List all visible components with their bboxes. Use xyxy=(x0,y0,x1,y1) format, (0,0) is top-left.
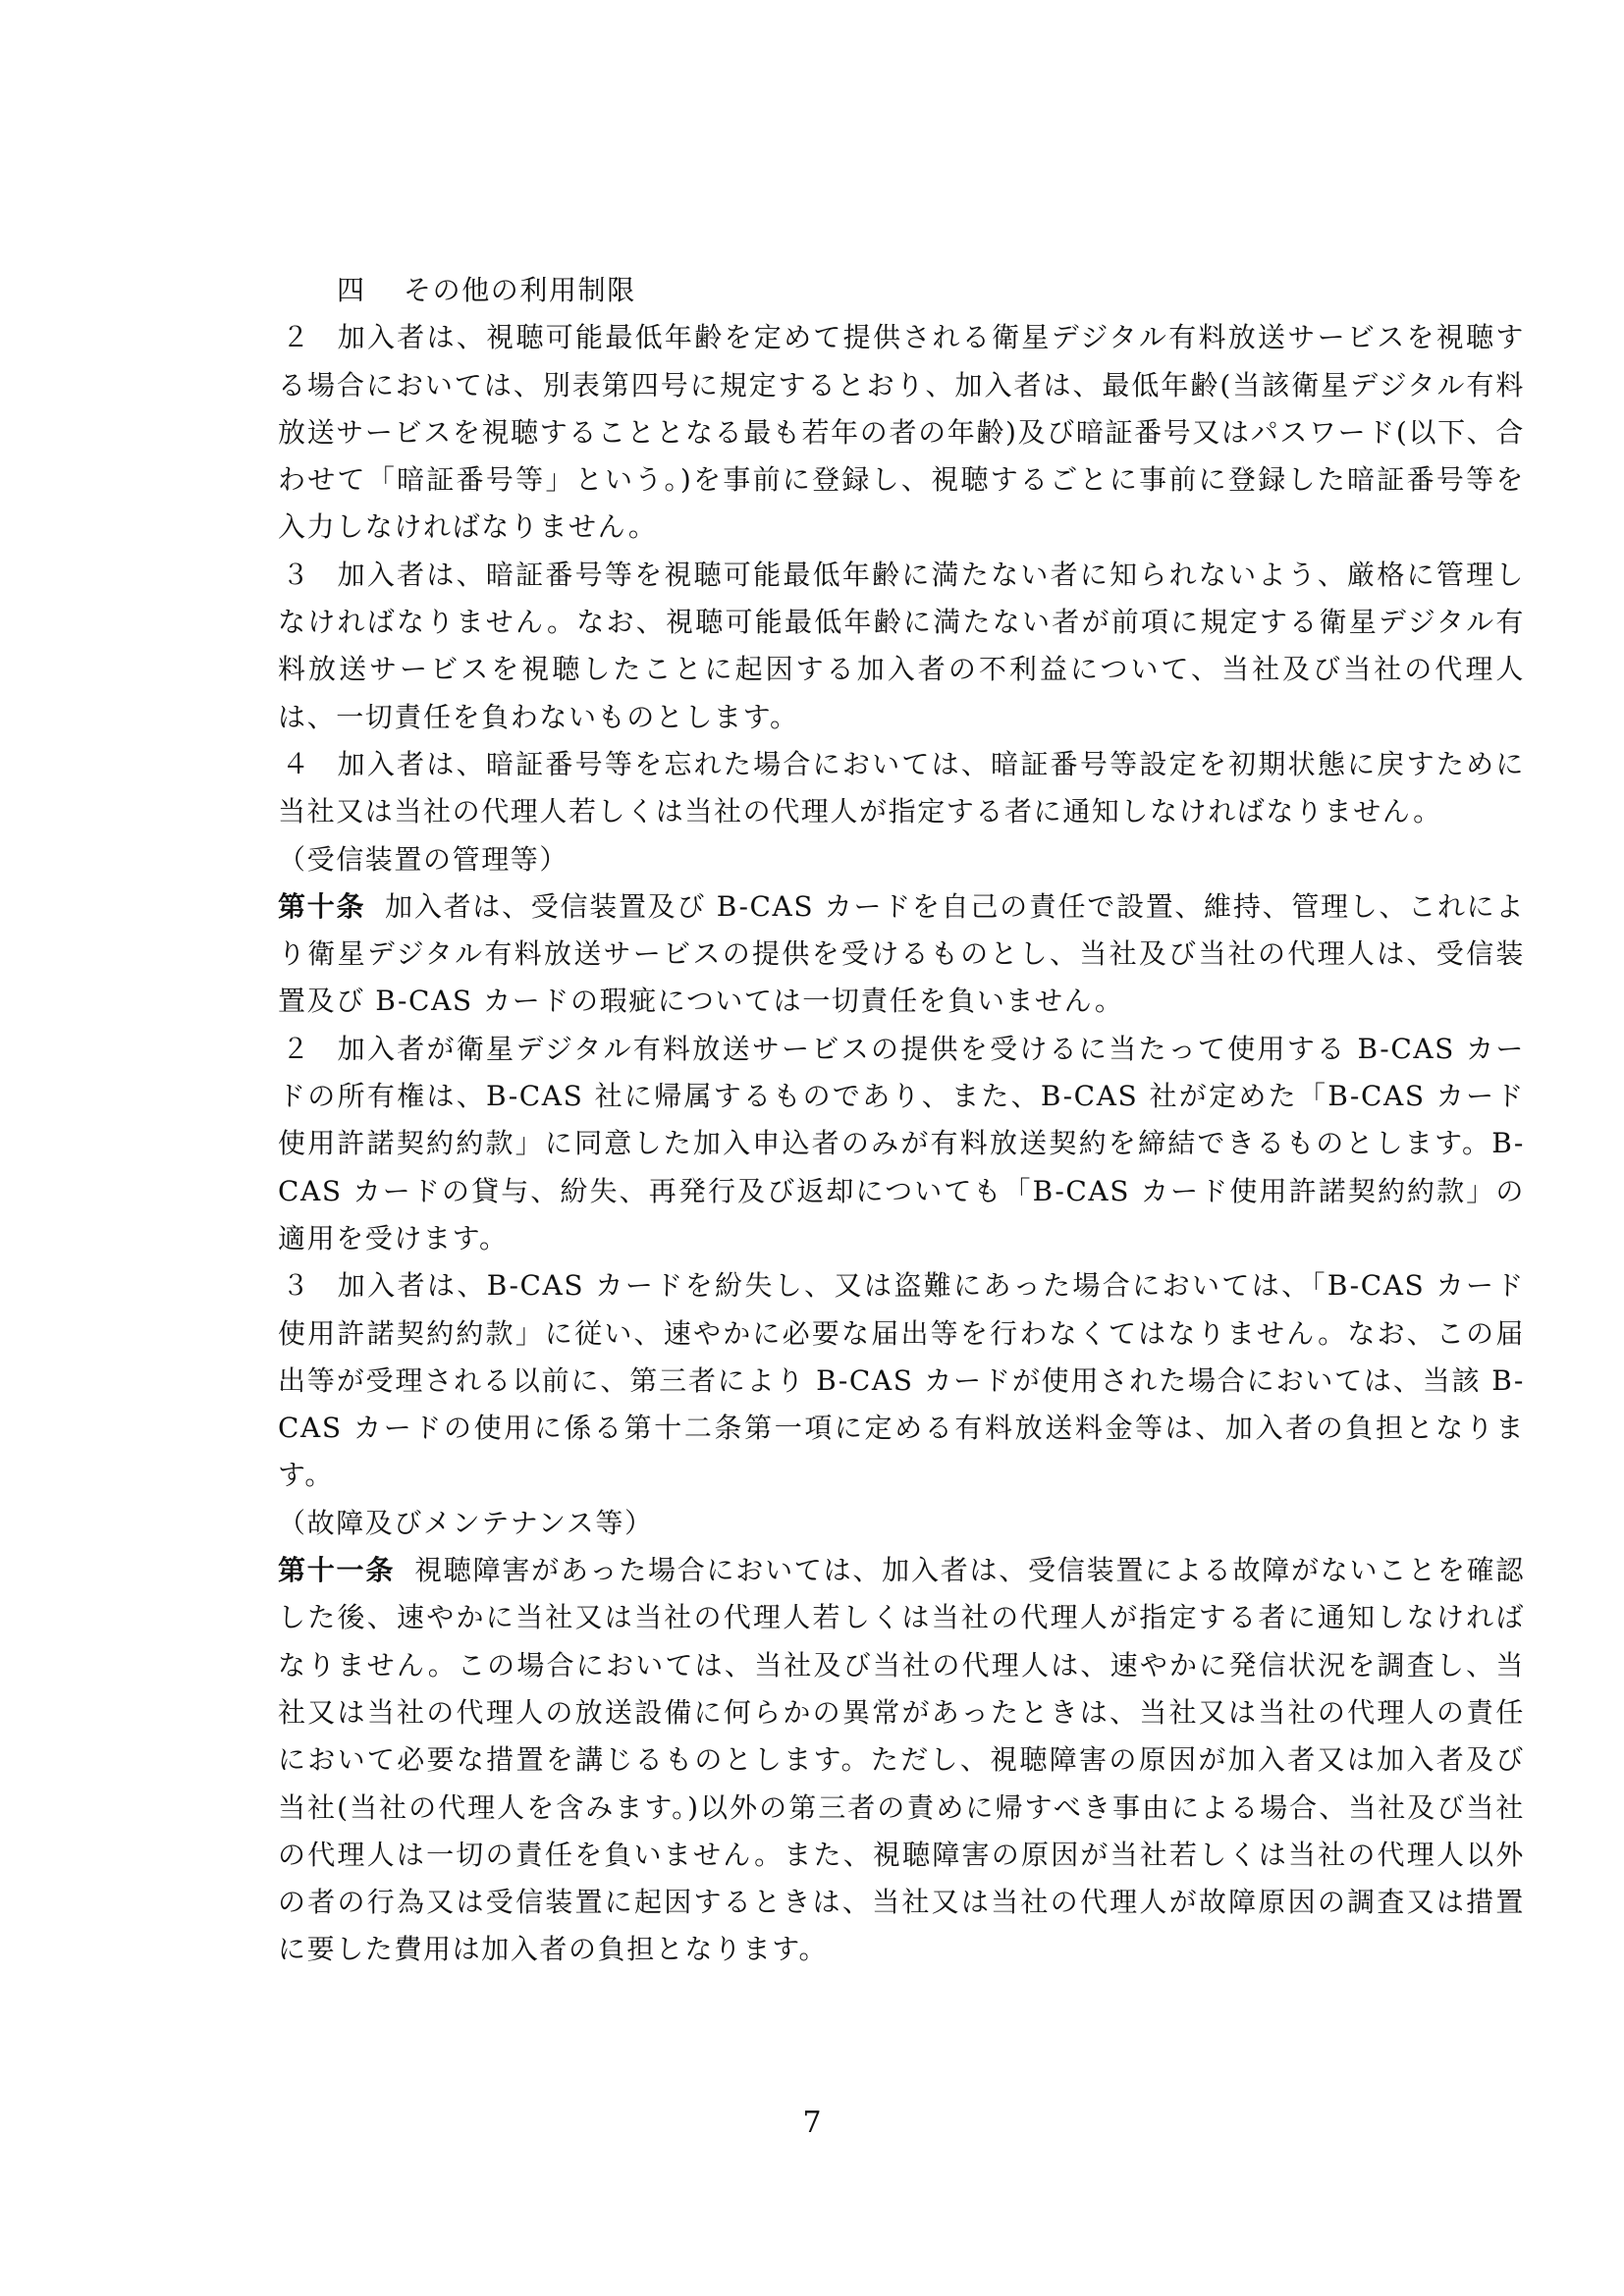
article-caption: （故障及びメンテナンス等） xyxy=(278,1506,654,1539)
paragraph-2 xyxy=(278,1026,1525,1262)
paragraph-4 xyxy=(278,741,1525,836)
paragraph-text: 加入者は、視聴可能最低年齢を定めて提供される衛星デジタル有料放送サービスを視聴する場合においては、別表第四号に規定するとおり、加入者は、最低年齢(当該衛星デジタル有料放送サービスを視聴することとなる最も若年の者の年齢)及び暗証番号又はパスワード(以下、合わせて「暗証番号等」という。)を事前に登録し、視聴するごとに事前に登録した暗証番号等を入力しなければなりません。 xyxy=(278,321,1525,544)
item-text: その他の利用制限 xyxy=(404,274,636,306)
page-number: 7 xyxy=(802,2106,822,2140)
list-item-four xyxy=(278,267,1525,314)
article-text: 視聴障害があった場合においては、加入者は、受信装置による故障がないことを確認した後、速やかに当社又は当社の代理人若しくは当社の代理人が指定する者に通知しなければなりません。この場合においては、当社及び当社の代理人は、速やかに発信状況を調査し、当社又は当社の代理人の放送設備に何らかの異常があったときは、当社又は当社の代理人の責任において必要な措置を講じるものとします。ただし、視聴障害の原因が加入者又は加入者及び当社(当社の代理人を含みます。)以外の第三者の責めに帰すべき事由による場合、当社及び当社の代理人は一切の責任を負いません。また、視聴障害の原因が当社若しくは当社の代理人以外の者の行為又は受信装置に起因するときは、当社又は当社の代理人が故障原因の調査又は措置に要した費用は加入者の負担となります。 xyxy=(278,1554,1525,1966)
paragraph-number: ２ xyxy=(282,1032,311,1065)
paragraph-text: 加入者が衛星デジタル有料放送サービスの提供を受けるに当たって使用する B-CAS カードの所有権は、B-CAS 社に帰属するものであり、また、B-CAS 社が定めた「B-CAS カード使用許諾契約約款」に同意した加入申込者のみが有料放送契約を締結できるものとします。B-CAS カードの貸与、紛失、再発行及び返却についても「B-CAS カード使用許諾契約約款」の適用を受けます。 xyxy=(278,1032,1525,1255)
document-body xyxy=(278,267,1525,1974)
paragraph-text: 加入者は、暗証番号等を視聴可能最低年齢に満たない者に知られないよう、厳格に管理しなければなりません。なお、視聴可能最低年齢に満たない者が前項に規定する衛星デジタル有料放送サービスを視聴したことに起因する加入者の不利益について、当社及び当社の代理人は、一切責任を負わないものとします。 xyxy=(278,558,1525,733)
paragraph-number: ２ xyxy=(282,321,311,354)
paragraph-3 xyxy=(278,552,1525,741)
article-number: 第十一条 xyxy=(278,1554,396,1587)
article-text: 加入者は、受信装置及び B-CAS カードを自己の責任で設置、維持、管理し、これにより衛星デジタル有料放送サービスの提供を受けるものとし、当社及び当社の代理人は、受信装置及び B-CAS カードの瑕疵については一切責任を負いません。 xyxy=(278,889,1525,1018)
article-11 xyxy=(278,1547,1525,1974)
paragraph-3 xyxy=(278,1262,1525,1499)
article-caption: （受信装置の管理等） xyxy=(278,842,569,876)
article-number: 第十条 xyxy=(278,889,366,923)
article-10 xyxy=(278,883,1525,1026)
paragraph-number: ３ xyxy=(282,558,311,591)
paragraph-text: 加入者は、B-CAS カードを紛失し、又は盗難にあった場合においては、「B-CAS カード使用許諾契約約款」に従い、速やかに必要な届出等を行わなくてはなりません。なお、この届出等が受理される以前に、第三者により B-CAS カードが使用された場合においては、当該 B-CAS カードの使用に係る第十二条第一項に定める有料放送料金等は、加入者の負担となります。 xyxy=(278,1269,1525,1492)
item-number: 四 xyxy=(337,274,366,306)
paragraph-text: 加入者は、暗証番号等を忘れた場合においては、暗証番号等設定を初期状態に戻すために当社又は当社の代理人若しくは当社の代理人が指定する者に通知しなければなりません。 xyxy=(278,747,1525,828)
paragraph-number: ４ xyxy=(282,747,311,780)
paragraph-2 xyxy=(278,314,1525,551)
paragraph-number: ３ xyxy=(282,1269,311,1303)
